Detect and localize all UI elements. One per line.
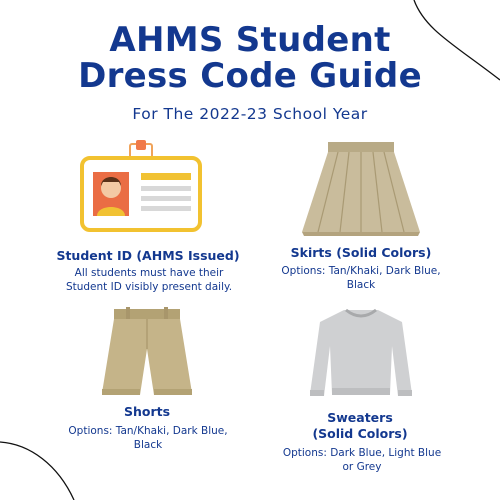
student-id-label: Student ID (AHMS Issued) [56,248,240,263]
skirts-description: Options: Tan/Khaki, Dark Blue, Black [281,265,441,291]
id-badge-icon [80,140,204,232]
page-title [0,22,500,94]
sweater-icon [306,306,416,402]
student-id-description: All students must have their Student ID visibly present daily. [65,267,233,293]
shorts-label: Shorts [123,404,171,419]
shorts-description: Options: Tan/Khaki, Dark Blue, Black [68,425,228,451]
skirts-label: Skirts (Solid Colors) [290,245,432,260]
shorts-icon [92,305,202,401]
sweaters-label: Sweaters (Solid Colors) [312,410,408,441]
title-line-2: Dress Code Guide [78,56,422,96]
skirt-icon [296,138,426,238]
page-subtitle: For The 2022-23 School Year [132,105,368,123]
title-line-1: AHMS Student [109,20,391,60]
sweaters-description: Options: Dark Blue, Light Blue or Grey [282,447,442,473]
